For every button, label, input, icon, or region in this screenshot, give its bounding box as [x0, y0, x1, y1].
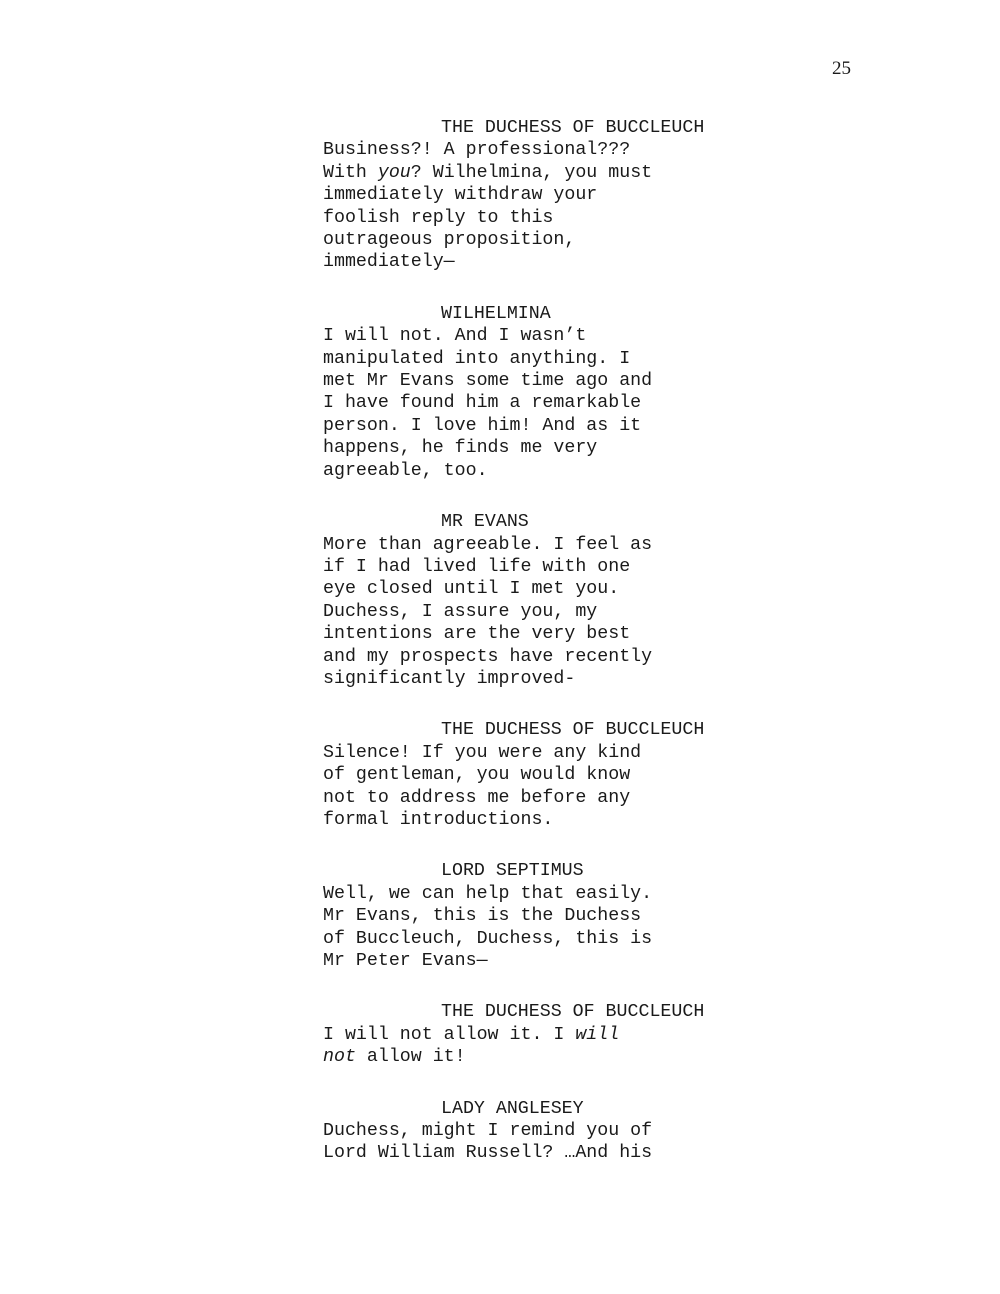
character-name: LORD SEPTIMUS [441, 861, 584, 882]
dialogue-text: Duchess, I assure you, my [323, 601, 598, 622]
character-name: THE DUCHESS OF BUCCLEUCH [441, 720, 705, 741]
dialogue-text: With [323, 162, 378, 183]
dialogue-text: Lord William Russell? …And his [323, 1143, 653, 1164]
dialogue-line [323, 162, 843, 184]
dialogue-line [323, 139, 843, 161]
dialogue-line [323, 348, 843, 370]
dialogue-block [323, 1001, 843, 1068]
dialogue-line [323, 251, 843, 273]
character-name: LADY ANGLESEY [441, 1098, 584, 1119]
dialogue-line [323, 370, 843, 392]
dialogue-line [323, 1120, 843, 1142]
dialogue-text: Mr Peter Evans— [323, 951, 488, 971]
dialogue-line [323, 623, 843, 645]
dialogue-text: formal introductions. [323, 809, 554, 830]
dialogue-text: and my prospects have recently [323, 646, 653, 667]
dialogue-text: Business?! A professional??? [323, 140, 631, 161]
dialogue-text: of Buccleuch, Duchess, this is [323, 928, 653, 949]
dialogue-emphasis: you [377, 162, 411, 183]
dialogue-text: of gentleman, you would know [323, 765, 631, 786]
character-name: WILHELMINA [441, 303, 551, 324]
dialogue-line [323, 556, 843, 578]
character-name: THE DUCHESS OF BUCCLEUCH [441, 1002, 705, 1023]
dialogue-block [323, 719, 843, 831]
dialogue-line [323, 764, 843, 786]
dialogue-text: agreeable, too. [323, 460, 488, 481]
dialogue-line [323, 668, 843, 690]
dialogue-line [323, 742, 843, 764]
dialogue-text: intentions are the very best [323, 624, 631, 645]
dialogue-text: Silence! If you were any kind [323, 742, 642, 763]
dialogue-text: I have found him a remarkable [323, 393, 642, 414]
dialogue-text: Duchess, might I remind you of [323, 1121, 653, 1142]
dialogue-text: person. I love him! And as it [323, 415, 642, 436]
dialogue-line [323, 184, 843, 206]
script-body [323, 117, 843, 1194]
dialogue-line [323, 325, 843, 347]
dialogue-text: Well, we can help that easily. [323, 883, 653, 904]
dialogue-text: met Mr Evans some time ago and [323, 371, 653, 392]
dialogue-text: ? Wilhelmina, you must [410, 162, 653, 183]
dialogue-line [323, 437, 843, 459]
dialogue-line [323, 578, 843, 600]
dialogue-block [323, 511, 843, 690]
dialogue-text: I will not allow it. I [323, 1024, 576, 1045]
dialogue-line [323, 646, 843, 668]
dialogue-line [323, 460, 843, 482]
dialogue-text: I will not. And I wasn’t [323, 326, 587, 347]
dialogue-text: More than agreeable. I feel as [323, 534, 653, 555]
dialogue-text: if I had lived life with one [323, 556, 631, 577]
dialogue-text: eye closed until I met you. [323, 579, 620, 600]
dialogue-line [323, 415, 843, 437]
dialogue-text: immediately withdraw your [323, 185, 598, 206]
character-name: MR EVANS [441, 512, 529, 533]
dialogue-line [323, 928, 843, 950]
dialogue-line [323, 229, 843, 251]
dialogue-line [323, 392, 843, 414]
dialogue-text: not to address me before any [323, 787, 631, 808]
dialogue-line [323, 950, 843, 972]
dialogue-text: happens, he finds me very [323, 438, 598, 459]
dialogue-line [323, 883, 843, 905]
dialogue-block [323, 303, 843, 482]
dialogue-line [323, 1024, 843, 1046]
dialogue-line [323, 1046, 843, 1068]
dialogue-text: allow it! [355, 1047, 466, 1068]
dialogue-line [323, 787, 843, 809]
dialogue-block [323, 860, 843, 972]
dialogue-emphasis: will [575, 1024, 620, 1045]
page-number: 25 [832, 58, 851, 79]
dialogue-line [323, 601, 843, 623]
dialogue-text: Mr Evans, this is the Duchess [323, 906, 642, 927]
dialogue-text: immediately— [323, 252, 455, 273]
dialogue-line [323, 534, 843, 556]
dialogue-line [323, 809, 843, 831]
dialogue-text: foolish reply to this [323, 207, 554, 228]
dialogue-text: significantly improved- [323, 668, 576, 689]
dialogue-line [323, 1142, 843, 1164]
dialogue-text: manipulated into anything. I [323, 348, 631, 369]
dialogue-block [323, 1098, 843, 1165]
character-name: THE DUCHESS OF BUCCLEUCH [441, 118, 705, 138]
dialogue-emphasis: not [323, 1047, 356, 1068]
dialogue-line [323, 905, 843, 927]
dialogue-block [323, 117, 843, 274]
dialogue-text: outrageous proposition, [323, 230, 576, 251]
dialogue-line [323, 207, 843, 229]
